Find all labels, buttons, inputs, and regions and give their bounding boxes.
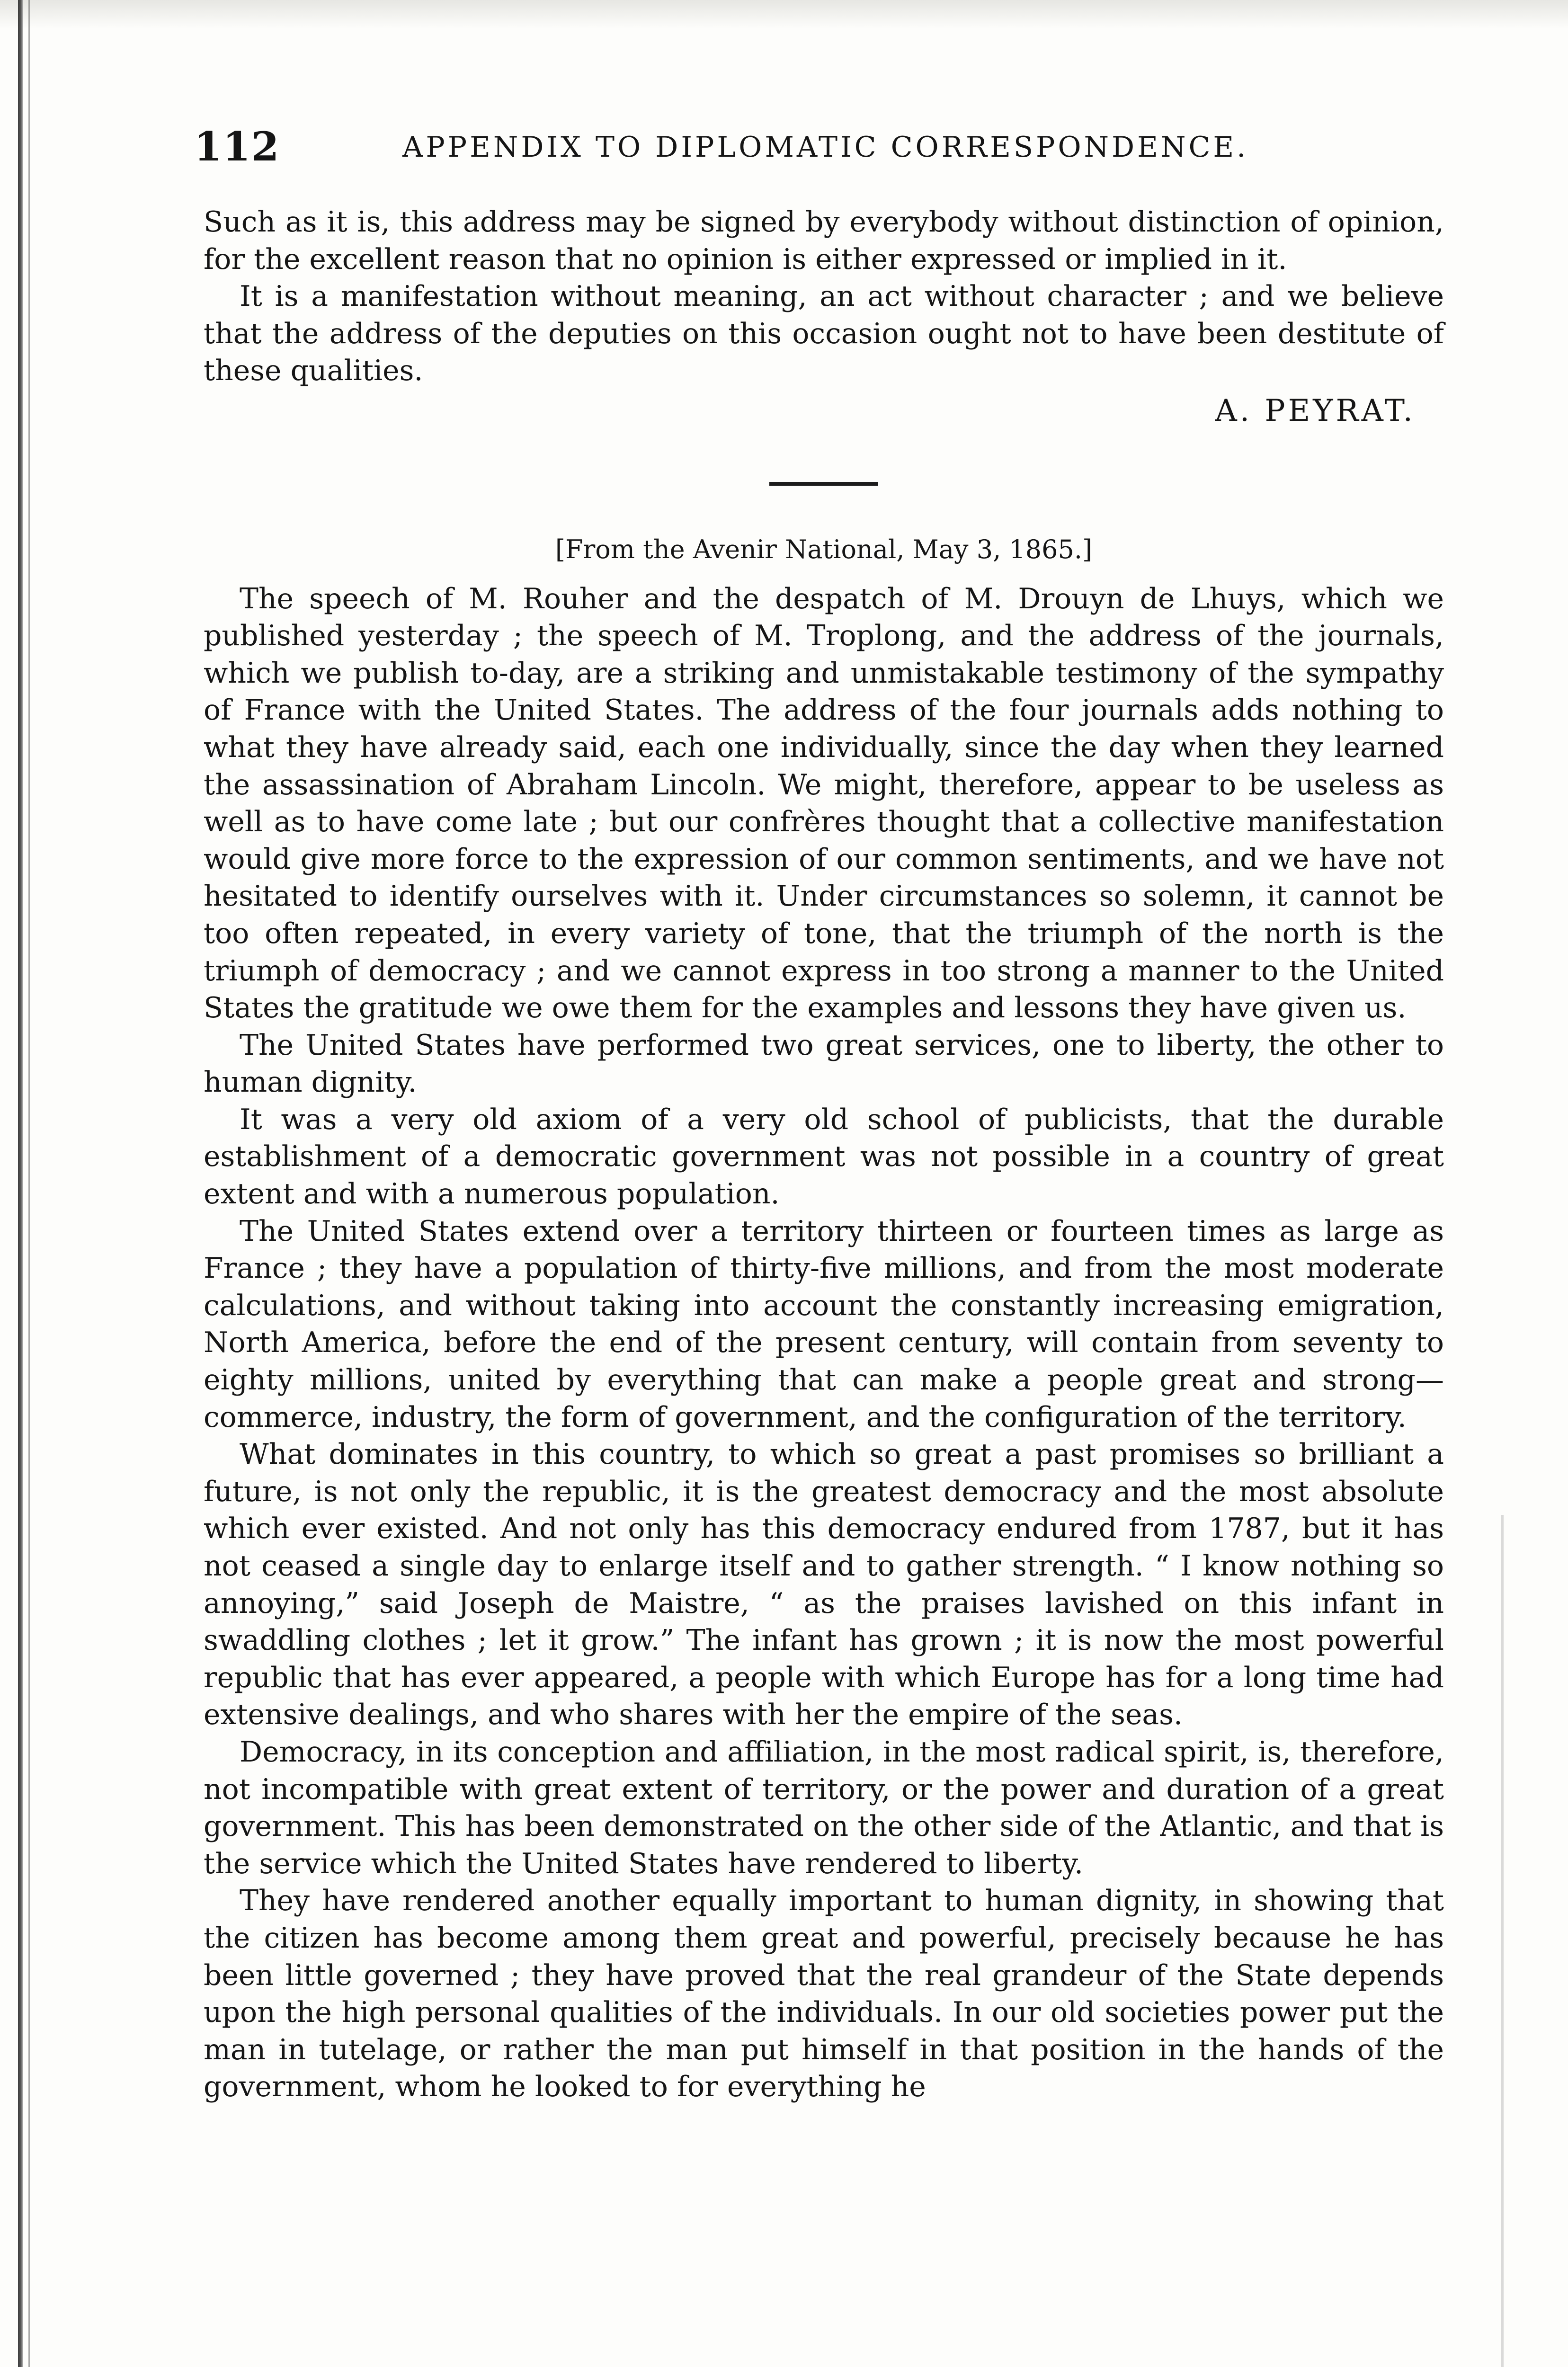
paragraph: The United States extend over a territory thirteen or fourteen times as large as France ; they have a population of thirty-five millions, and from the most moderate calculations, and without taking into account the constantly increasing emigration, North America, before the end of the present century, will contain from seventy to eighty millions, united by everything that can make a people great and strong—commerce, industry, the form of government, and the configuration of the territory. — [204, 1214, 1444, 1434]
scan-margin-mark — [1501, 1515, 1504, 2367]
paragraph: Such as it is, this address may be signed by everybody without distinction of opinion, for the excellent reason that no opinion is either expressed or implied in it. — [204, 205, 1444, 276]
paragraph: It was a very old axiom of a very old school of publicists, that the durable establishment of a democratic government was not possible in a country of great extent and with a numerous population. — [204, 1103, 1444, 1211]
body-text — [204, 204, 1444, 2106]
page-binding-edge — [18, 0, 23, 2367]
page-binding-line — [28, 0, 30, 2367]
signature: A. PEYRAT. — [1215, 393, 1416, 428]
scan-shadow — [0, 0, 1568, 28]
running-head: APPENDIX TO DIPLOMATIC CORRESPONDENCE. — [402, 131, 1249, 164]
paragraph: They have rendered another equally important to human dignity, in showing that the citizen has become among them great and powerful, precisely because he has been little governed ; they have proved that the real grandeur of the State depends upon the high personal qualities of the individuals. In our old societies power put the man in tutelage, or rather the man put himself in that position in the hands of the government, whom he looked to for everything he — [204, 1884, 1444, 2104]
paragraph: It is a manifestation without meaning, an act without character ; and we believe that the address of the deputies on this occasion ought not to have been destitute of these qualities. — [204, 280, 1444, 388]
paragraph: Democracy, in its conception and affiliation, in the most radical spirit, is, therefore, not incompatible with great extent of territory, or the power and duration of a great government. This has been demonstrated on the other side of the Atlantic, and that is the service which the United States have rendered to liberty. — [204, 1735, 1444, 1880]
page-number: 112 — [194, 123, 280, 170]
page-header — [194, 123, 1453, 175]
source-citation: [From the Avenir National, May 3, 1865.] — [555, 534, 1093, 564]
paragraph: The speech of M. Rouher and the despatch of M. Drouyn de Lhuys, which we published yesterday ; the speech of M. Troplong, and the address of the journals, which we publish to-day, are a striking and unmistakable testimony of the sympathy of France with the United States. The address of the four journals adds nothing to what they have already said, each one individually, since the day when they learned the assassination of Abraham Lincoln. We might, therefore, appear to be useless as well as to have come late ; but our confrères thought that a collective manifestation would give more force to the expression of our common sentiments, and we have not hesitated to identify ourselves with it. Under circumstances so solemn, it cannot be too often repeated, in every variety of tone, that the triumph of the north is the triumph of democracy ; and we cannot express in too strong a manner to the United States the gratitude we owe them for the examples and lessons they have given us. — [204, 582, 1444, 1025]
section-divider — [769, 482, 878, 486]
paragraph: The United States have performed two great services, one to liberty, the other to human dignity. — [204, 1028, 1444, 1099]
paragraph: What dominates in this country, to which so great a past promises so brilliant a future, is not only the republic, it is the greatest democracy and the most absolute which ever existed. And not only has this democracy endured from 1787, but it has not ceased a single day to enlarge itself and to gather strength. “ I know nothing so annoying,” said Joseph de Maistre, “ as the praises lavished on this infant in swaddling clothes ; let it grow.” The infant has grown ; it is now the most powerful republic that has ever appeared, a people with which Europe has for a long time had extensive dealings, and who shares with her the empire of the seas. — [204, 1438, 1444, 1732]
